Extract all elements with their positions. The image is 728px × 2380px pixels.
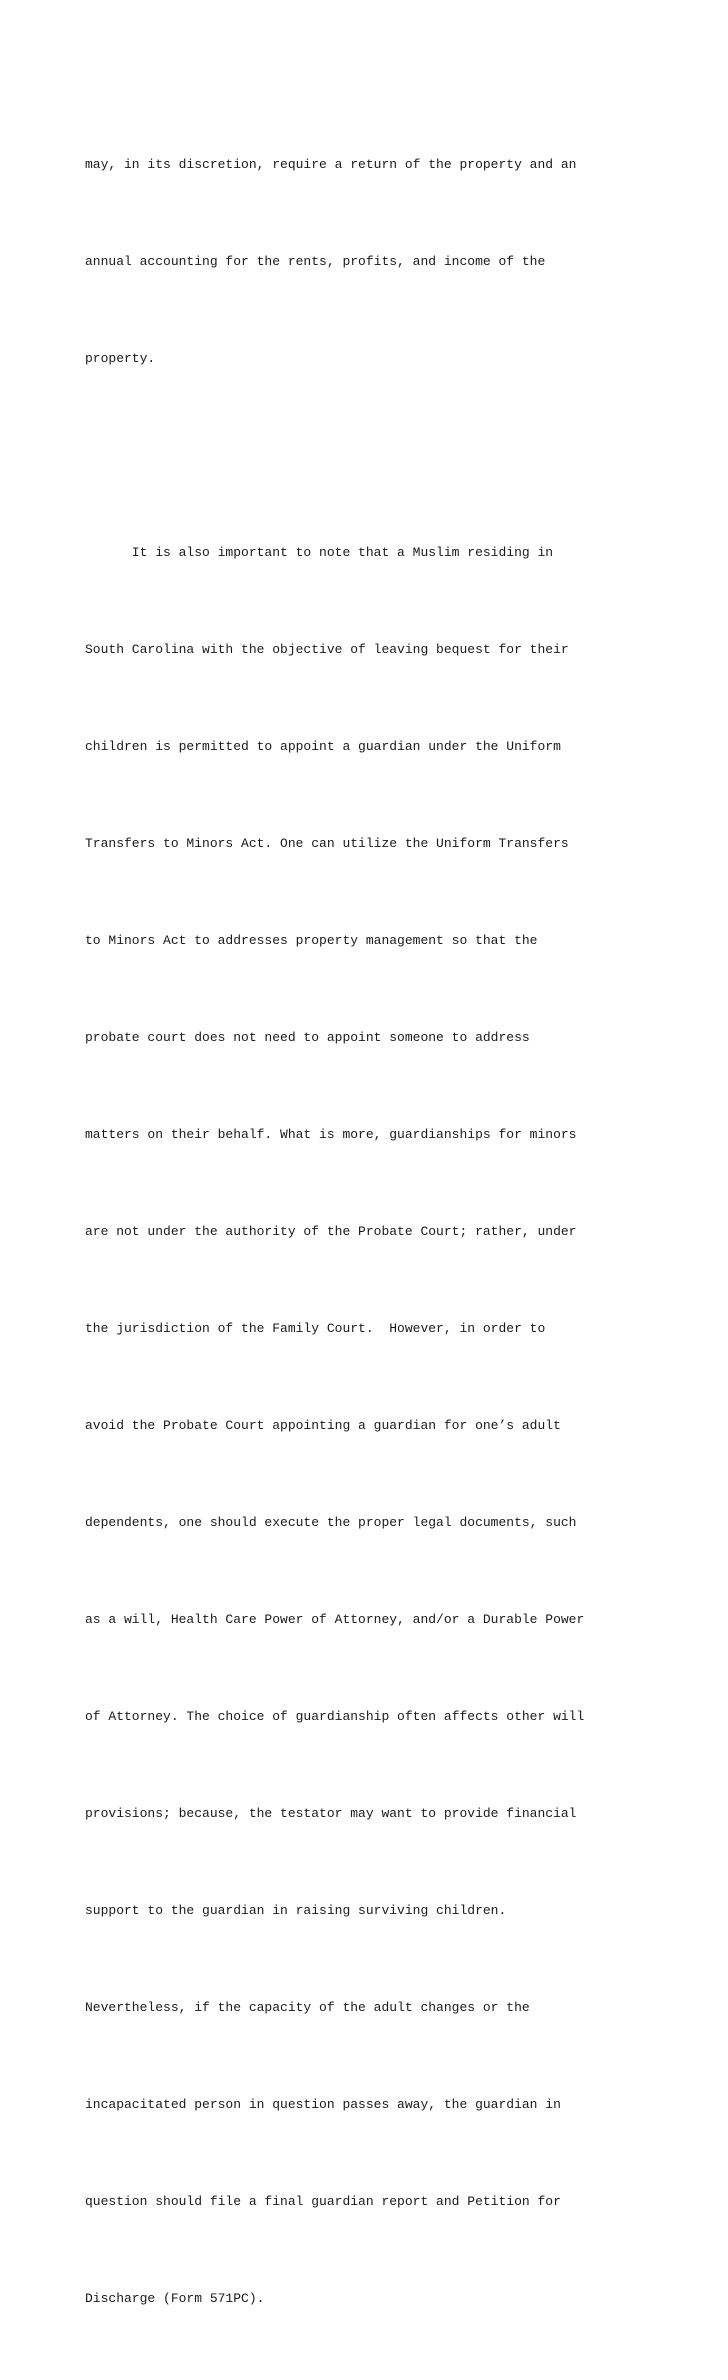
- text-line: Nevertheless, if the capacity of the adult changes or the: [85, 2000, 530, 2016]
- text-line: It is also important to note that a Muslim residing in: [85, 544, 554, 560]
- text-line: children is permitted to appoint a guardian under the Uniform: [85, 738, 561, 754]
- paragraph-gap: [85, 440, 665, 472]
- text-line: the jurisdiction of the Family Court. However, in order to: [85, 1321, 546, 1337]
- text-line: as a will, Health Care Power of Attorney, and/or a Durable Power: [85, 1612, 585, 1628]
- text-line: annual accounting for the rents, profits, and income of the: [85, 253, 546, 269]
- text-line: provisions; because, the testator may want to provide financial: [85, 1806, 577, 1822]
- text-line: property.: [85, 350, 156, 366]
- text-line: matters on their behalf. What is more, guardianships for minors: [85, 1127, 577, 1142]
- text-line: question should file a final guardian report and Petition for: [85, 2194, 561, 2210]
- text-line: Transfers to Minors Act. One can utilize the Uniform Transfers: [85, 835, 569, 851]
- text-line: may, in its discretion, require a return of the property and an: [85, 156, 577, 172]
- text-line: support to the guardian in raising surviving children.: [85, 1903, 507, 1919]
- text-line: dependents, one should execute the proper legal documents, such: [85, 1515, 577, 1531]
- text-line: avoid the Probate Court appointing a guardian for one’s adult: [85, 1418, 561, 1434]
- text-line: Discharge (Form 571PC).: [85, 2291, 265, 2307]
- text-line: probate court does not need to appoint someone to address: [85, 1029, 530, 1045]
- text-line: to Minors Act to addresses property management so that the: [85, 932, 538, 948]
- text-line: South Carolina with the objective of leaving bequest for their: [85, 641, 569, 657]
- body-text: [85, 84, 665, 2380]
- text-line: are not under the authority of the Probate Court; rather, under: [85, 1224, 577, 1240]
- text-line: of Attorney. The choice of guardianship often affects other will: [85, 1709, 585, 1725]
- text-line: incapacitated person in question passes away, the guardian in: [85, 2097, 561, 2113]
